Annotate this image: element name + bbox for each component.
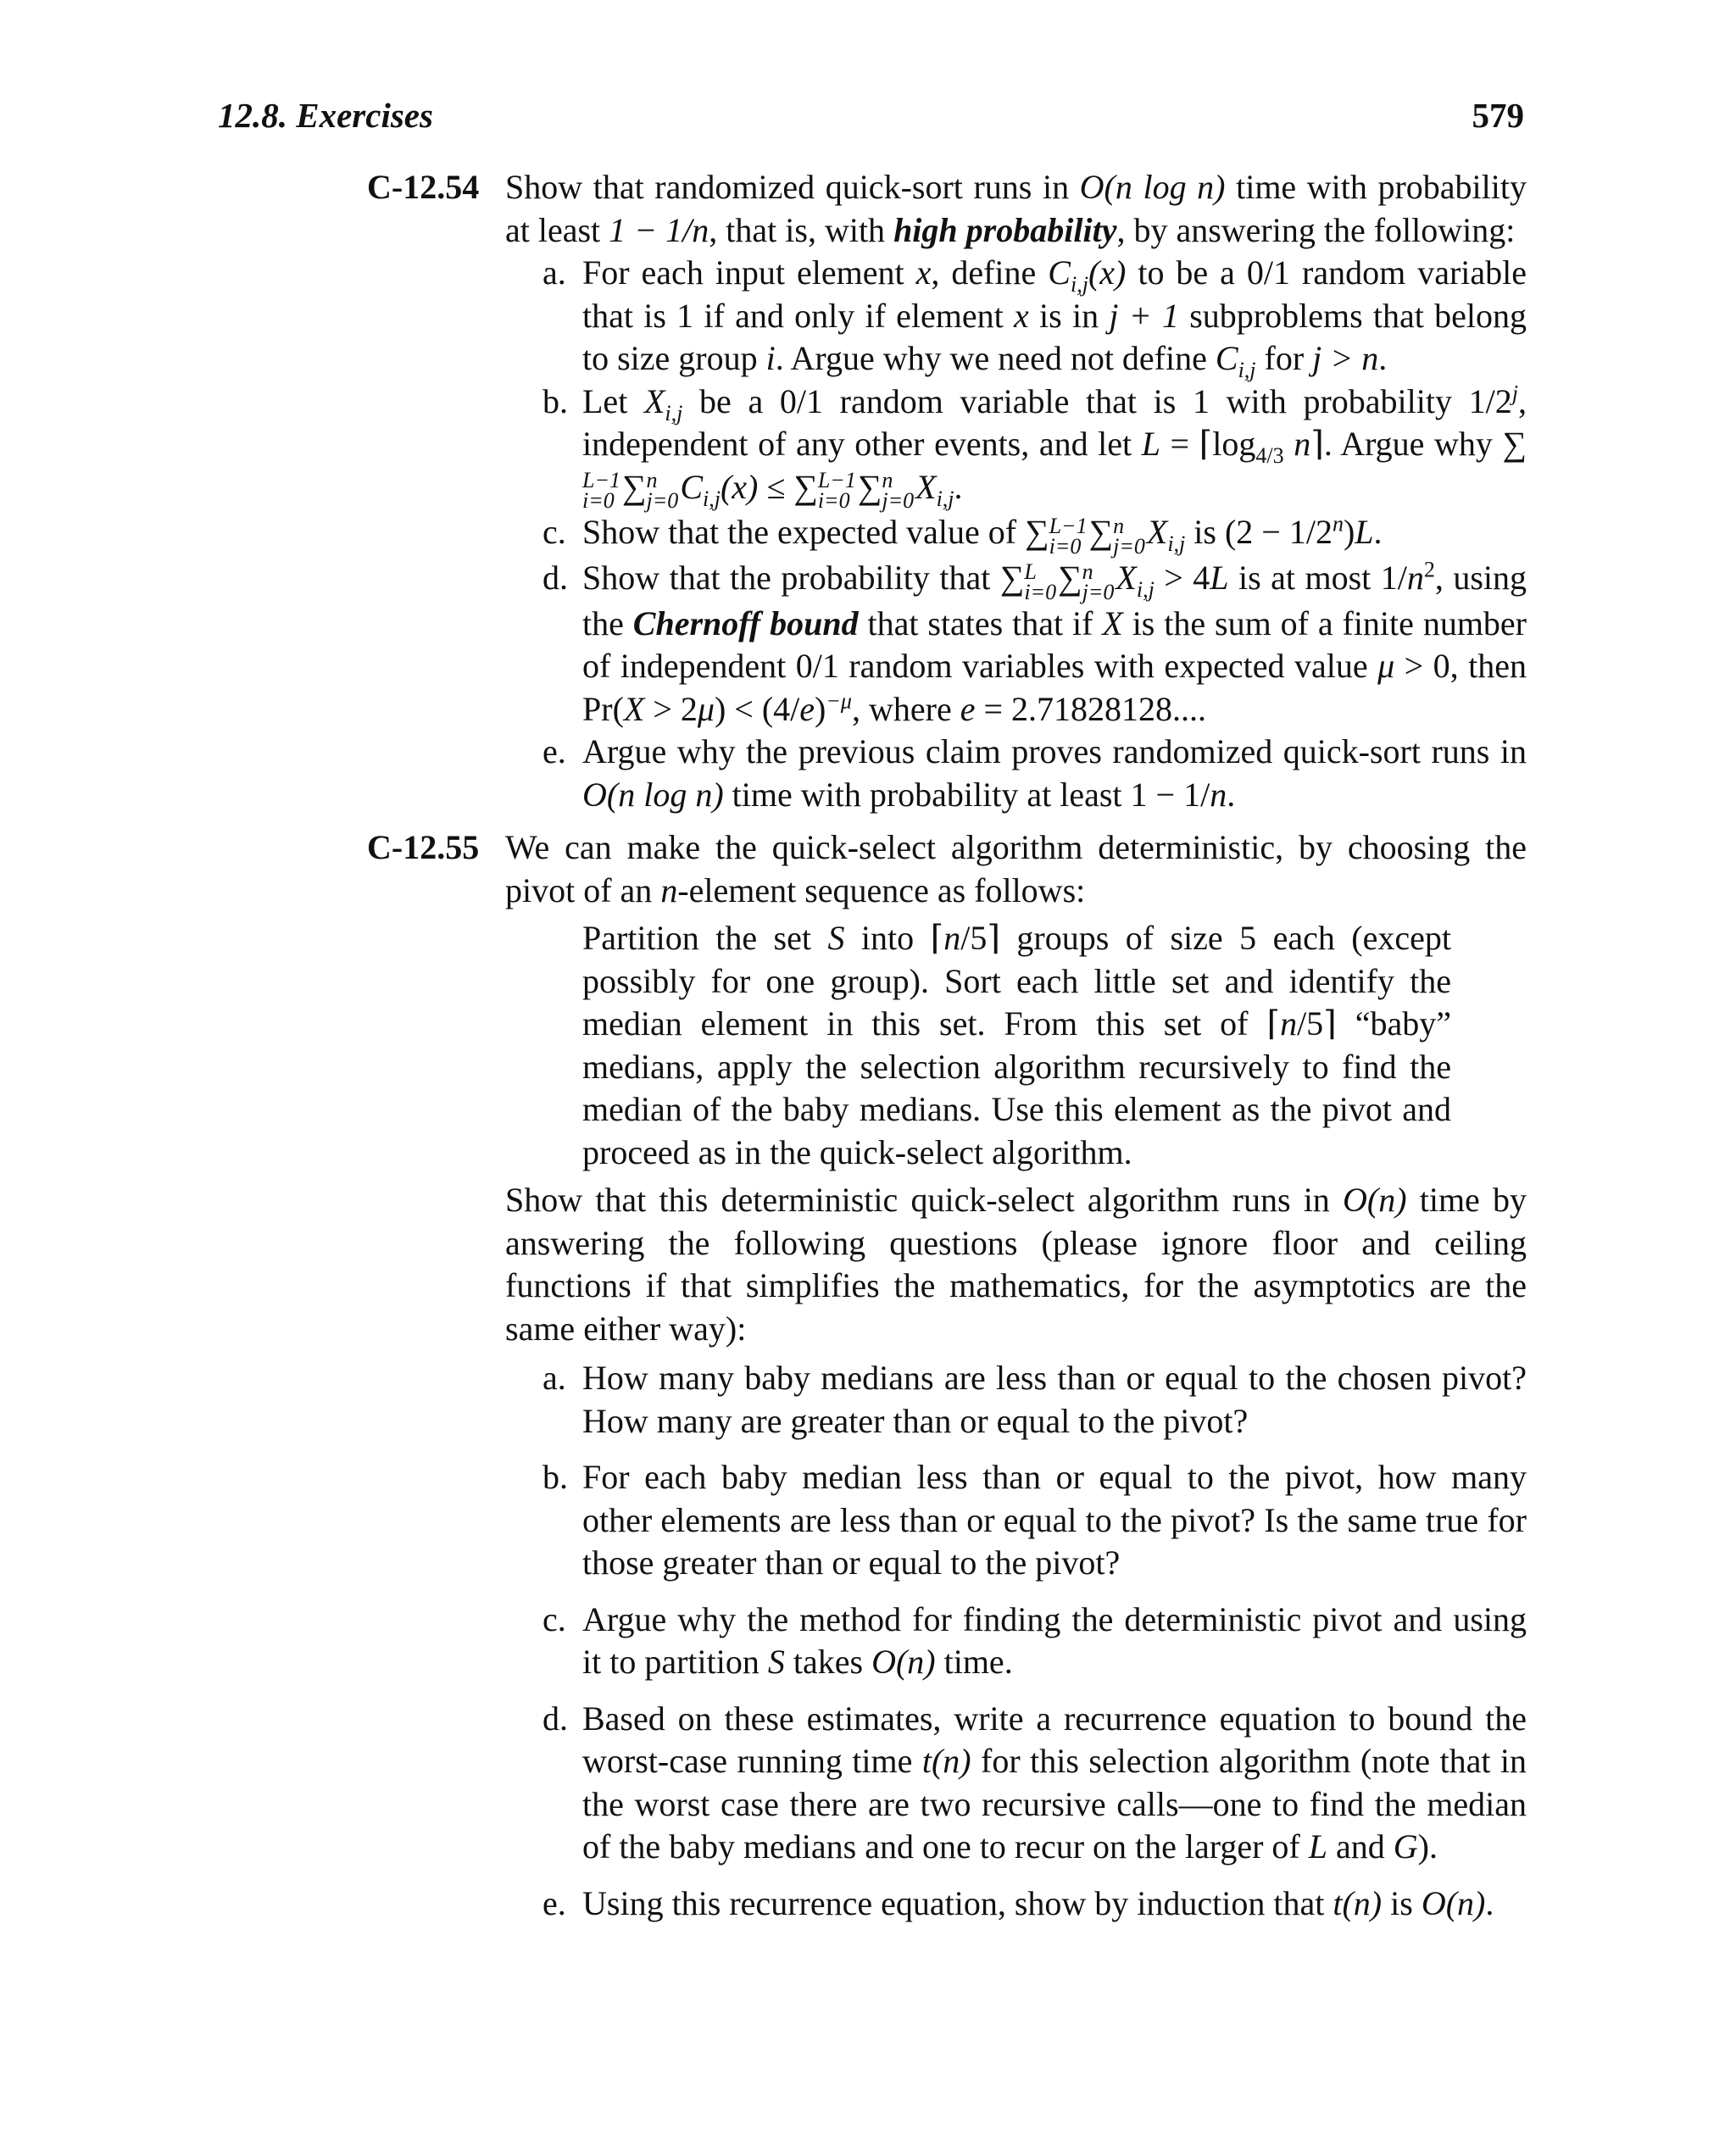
- sub-question-e: e. Using this recurrence equation, show by induction that t(n) is O(n).: [542, 1883, 1494, 1922]
- sub-question-a: a. How many baby medians are less than or equal to the chosen pivot? How many are greater than or equal to the pivot?: [542, 1359, 1527, 1440]
- sub-question-list: [505, 252, 1527, 816]
- sub-question-a: a. For each input element x, define $C_{i,j}(x)$ to be a 0/1 random variable that is 1 if and only if element x is in j + 1 subproblems that belong to size group i. Argue why we need not define $C_{i,j}$ for j > n.: [542, 253, 1527, 382]
- exercise-c-12-54: [367, 166, 1527, 816]
- exercise-number: C-12.55: [367, 828, 480, 867]
- exercise-intro: Show that randomized quick-sort runs in O(n log n) time with probability at least 1 − 1/n, that is, with high probability, by answering the following:: [505, 168, 1527, 249]
- emphasis-term: high probability: [893, 210, 1117, 249]
- section-title: 12.8. Exercises: [218, 96, 433, 135]
- sub-question-b: b. Let $X_{i,j}$ be a 0/1 random variable that is 1 with probability 1/2$^j$, independent of any other events, and let $L = ⌈\log_{4/3}$ n⌉. Argue why ∑ L−1 i=0 ∑ n j=0 $C_{i,j}(x)$ ≤ ∑ L−1 i=0 ∑ n j=0 $X_{i,j}$.: [542, 381, 1527, 514]
- algorithm-description: Partition the set S into ⌈n/5⌉ groups of size 5 each (except possibly for one group). Sort each little set and identify the median element in this set. From this set of ⌈n/5⌉ “baby” medians, apply the selection algorithm recursively to find the median of the baby medians. Use this element as the pivot and proceed as in the quick-select algorithm.: [582, 919, 1452, 1171]
- sub-question-d: d. Based on these estimates, write a recurrence equation to bound the worst-case running time t(n) for this selection algorithm (note that in the worst case there are two recursive calls—one to find the median of the baby medians and one to recur on the larger of L and G).: [542, 1699, 1527, 1866]
- exercise-c-12-55: [367, 826, 1527, 1925]
- sub-question-d: d. Show that the probability that ∑ L i=0 ∑ n j=0 $X_{i,j} > 4L$ is at most $1/n^2$, using the Chernoff bound that states that if X is the sum of a finite number of independent 0/1 random variables with expected value μ > 0, then $Pr(X > 2\mu) < (4/e)^{-\mu}$, where e = 2.71828128....: [542, 557, 1527, 728]
- exercise-intro: We can make the quick-select algorithm deterministic, by choosing the pivot of an n-element sequence as follows:: [505, 828, 1527, 909]
- exercise-paragraph: Show that this deterministic quick-select algorithm runs in O(n) time by answering the following questions (please ignore floor and ceiling functions if that simplifies the mathematics, for the asymptotics are the same either way):: [505, 1181, 1527, 1348]
- page-body: [367, 166, 1527, 1925]
- sub-question-e: e. Argue why the previous claim proves randomized quick-sort runs in O(n log n) time with probability at least 1 − 1/n.: [542, 732, 1527, 814]
- sub-question-b: b. For each baby median less than or equal to the pivot, how many other elements are less than or equal to the pivot? Is the same true for those greater than or equal to the pivot?: [542, 1458, 1527, 1582]
- page-number: 579: [1472, 96, 1524, 135]
- sub-question-c: c. Show that the expected value of ∑ L−1 i=0 ∑ n j=0 $X_{i,j}$ is $(2 - 1/2^n)L$.: [542, 511, 1383, 559]
- exercise-number: C-12.54: [367, 168, 480, 206]
- sub-question-list: [505, 1357, 1527, 1925]
- sub-question-c: c. Argue why the method for finding the deterministic pivot and using it to partition S takes O(n) time.: [542, 1599, 1527, 1682]
- emphasis-term: Chernoff bound: [632, 603, 859, 642]
